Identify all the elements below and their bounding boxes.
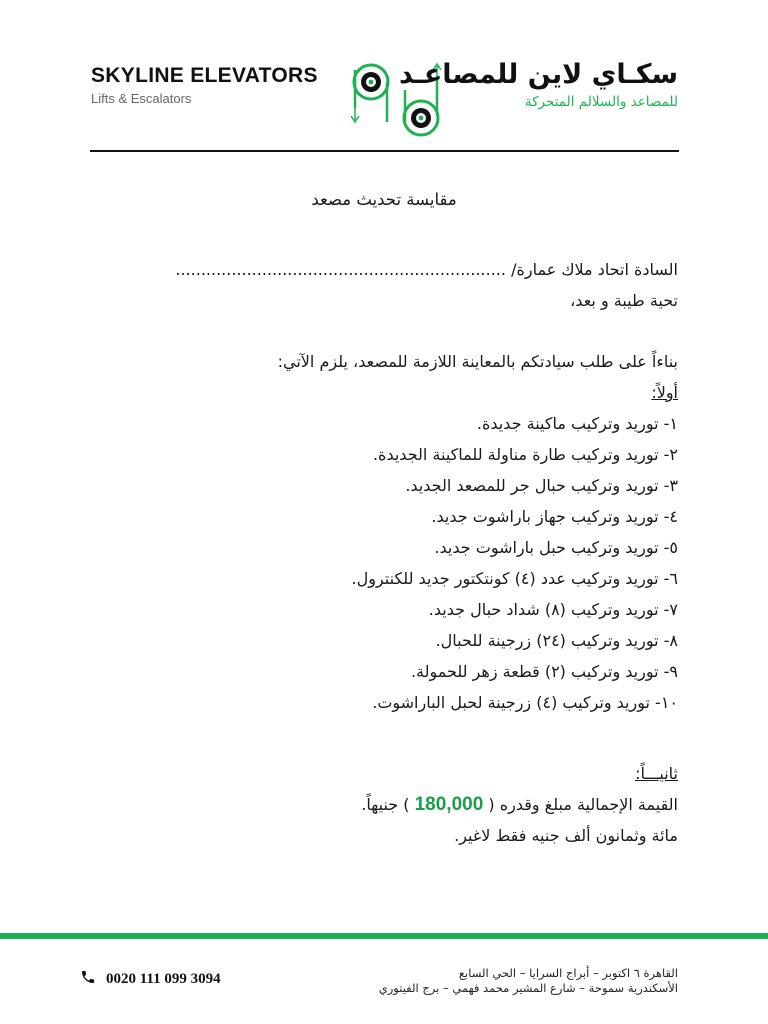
document-body [78, 254, 678, 851]
footer-address [379, 966, 678, 996]
address-line-alexandria: الأسكندرية سموحة – شارع المشير محمد فهمي – برج الفيتوري [378, 981, 678, 995]
phone-number: 0020 111 099 3094 [106, 970, 221, 987]
list-item: ١٠- توريد وتركيب (٤) زرجينة لحبل الباراشوت. [372, 693, 678, 712]
address-line-cairo: القاهرة ٦ اكتوبر – أبراج السرايا – الحي السابع [458, 966, 678, 980]
intro-line: بناءاً على طلب سيادتكم بالمعاينة اللازمة للمصعد، يلزم الآتي: [277, 352, 678, 371]
list-item: ١- توريد وتركيب ماكينة جديدة. [476, 414, 678, 433]
list-item: ٦- توريد وتركيب عدد (٤) كونتكتور جديد للكنترول. [351, 569, 678, 588]
list-item: ٥- توريد وتركيب حبل باراشوت جديد. [434, 538, 678, 557]
footer-phone [80, 969, 221, 989]
brand-tagline-ar: للمصاعد والسلالم المتحركة [524, 94, 678, 110]
brand-name-en: SKYLINE ELEVATORS [91, 64, 318, 87]
total-words: مائة وثمانون ألف جنيه فقط لاغير. [454, 826, 678, 845]
total-line [78, 789, 678, 820]
document-title: مقايسة تحديث مصعد [311, 190, 457, 209]
brand-tagline-en: Lifts & Escalators [91, 91, 192, 106]
total-amount: 180,000 [414, 794, 484, 815]
list-item: ٨- توريد وتركيب (٢٤) زرجينة للحبال. [435, 631, 678, 650]
total-prefix: القيمة الإجمالية مبلغ وقدره ( [488, 795, 678, 814]
list-item: ٤- توريد وتركيب جهاز باراشوت جديد. [431, 507, 678, 526]
section-heading-first: أولاً: [651, 383, 678, 402]
list-item: ٢- توريد وتركيب طارة مناولة للماكينة الجديدة. [372, 445, 678, 464]
list-item: ٧- توريد وتركيب (٨) شداد حبال جديد. [428, 600, 678, 619]
section-heading-second: ثانيـــاً: [635, 764, 678, 783]
addressee-line: السادة اتحاد ملاك عمارة/ ................................................................. [175, 260, 678, 279]
phone-icon [80, 969, 96, 989]
total-suffix: ) جنيهاً. [361, 795, 410, 814]
brand-name-ar: سكـاي لاين للمصاعـد [399, 59, 678, 90]
brand-arabic [399, 58, 678, 110]
list-item: ٩- توريد وتركيب (٢) قطعة زهر للحمولة. [410, 662, 678, 681]
header-divider [90, 150, 679, 152]
list-item: ٣- توريد وتركيب حبال جر للمصعد الجديد. [405, 476, 678, 495]
footer-bar [0, 933, 768, 939]
greeting-line: تحية طيبة و بعد، [570, 291, 678, 310]
brand-english [91, 64, 318, 106]
